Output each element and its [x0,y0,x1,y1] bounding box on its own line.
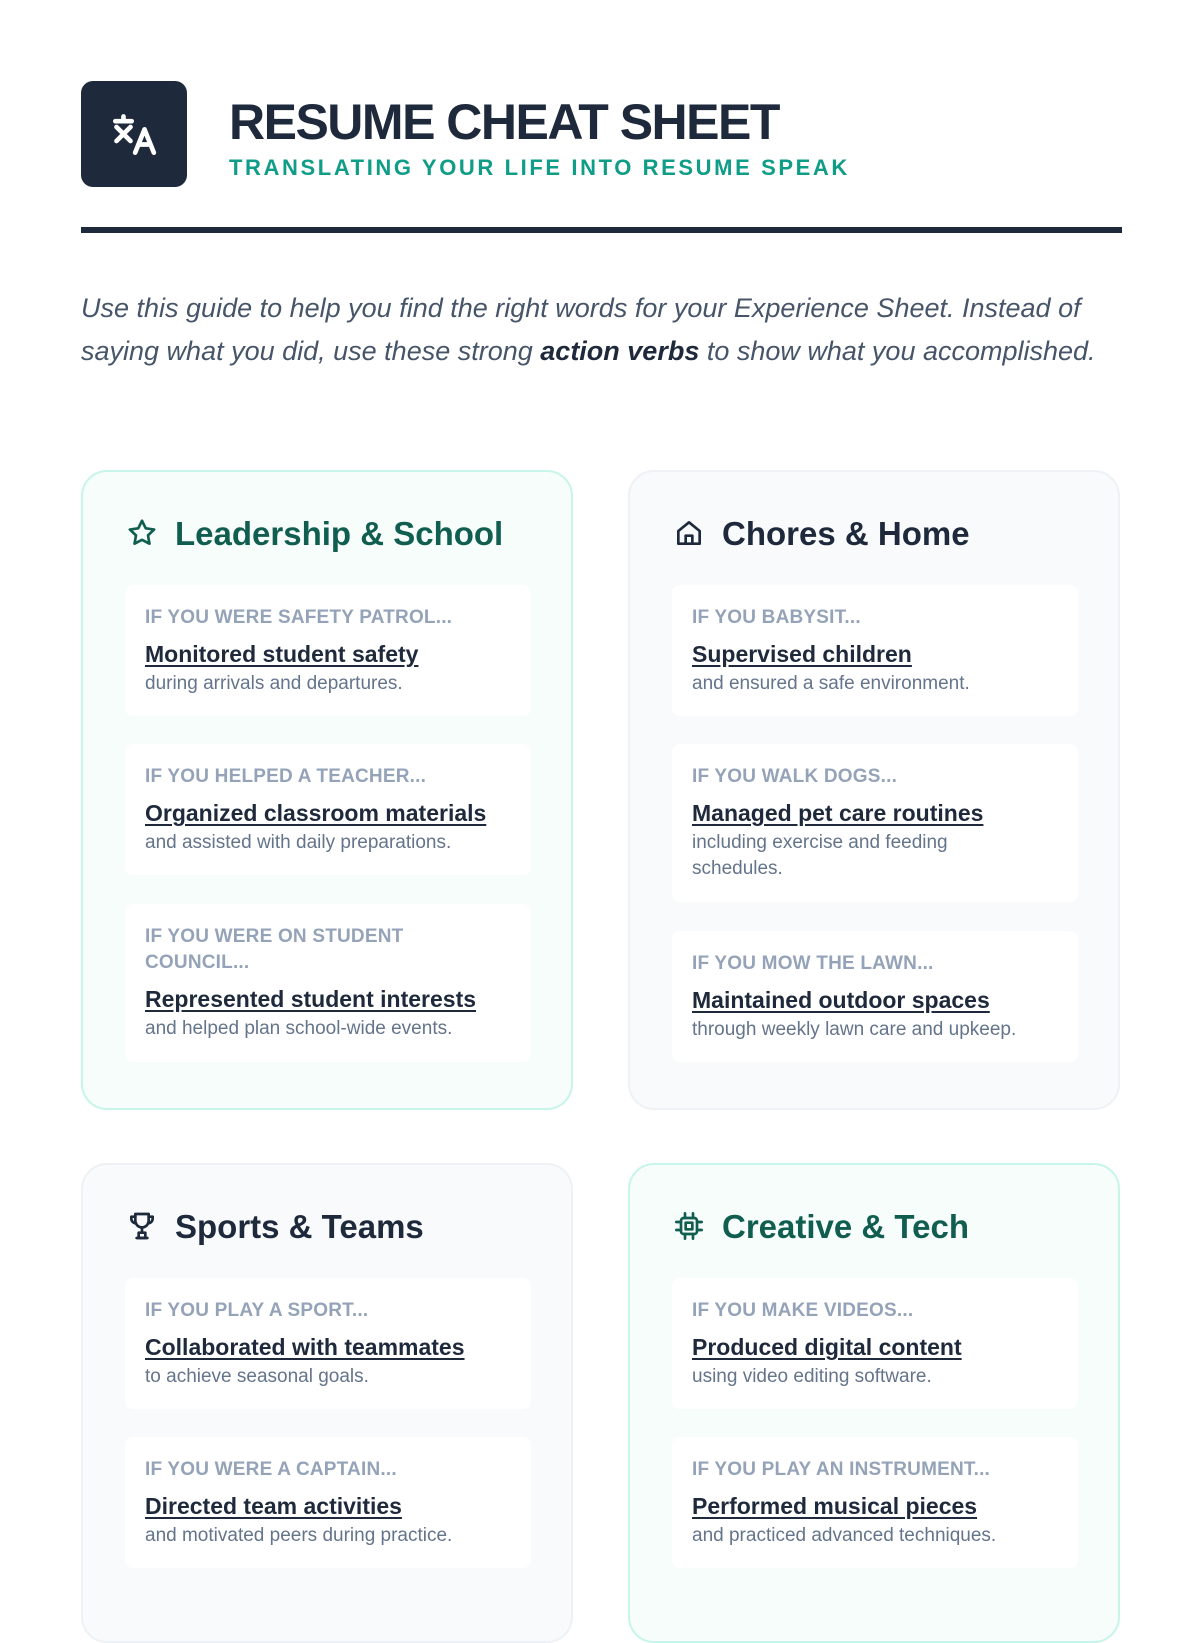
category-header [672,516,970,550]
translation-item [672,931,1078,1062]
verb-description: using video editing software. [692,1366,932,1387]
verb-description: and helped plan school-wide events. [145,1018,453,1039]
intro-paragraph [81,287,1131,373]
context-label: IF YOU WERE SAFETY PATROL... [145,607,453,628]
intro-text-part1: Use this guide to help you find the right words for your Experience Sheet. Instead of saying what you did, use these strong [81,293,1081,366]
context-label: IF YOU BABYSIT... [692,607,861,628]
context-label: IF YOU WALK DOGS... [692,766,898,787]
verb-description: including exercise and feeding schedules. [692,832,948,879]
page-subtitle: TRANSLATING YOUR LIFE INTO RESUME SPEAK [229,155,850,180]
context-label: IF YOU MAKE VIDEOS... [692,1300,914,1321]
page-header [81,81,850,187]
category-title: Leadership & School [175,514,504,552]
category-header [672,1209,969,1243]
category-card-chores [628,470,1120,1110]
action-verb: Performed musical pieces [692,1493,978,1519]
translation-item [125,744,531,875]
category-card-creative [628,1163,1120,1643]
translation-item [672,1278,1078,1409]
verb-description: and ensured a safe environment. [692,673,970,694]
intro-emphasis: action verbs [540,336,700,366]
home-icon [672,516,706,550]
action-verb: Supervised children [692,641,912,667]
translation-item [125,1437,531,1568]
translation-item [672,1437,1078,1568]
header-divider [81,227,1122,233]
translate-icon [81,81,187,187]
context-label: IF YOU WERE A CAPTAIN... [145,1459,397,1480]
translation-item [672,585,1078,716]
verb-description: and motivated peers during practice. [145,1525,453,1546]
action-verb: Organized classroom materials [145,800,487,826]
category-title: Creative & Tech [722,1207,969,1245]
translation-item [125,585,531,716]
context-label: IF YOU HELPED A TEACHER... [145,766,427,787]
page-title: RESUME CHEAT SHEET [229,94,779,150]
verb-description: during arrivals and departures. [145,673,403,694]
action-verb: Produced digital content [692,1334,962,1360]
category-card-sports [81,1163,573,1643]
action-verb: Represented student interests [145,986,477,1012]
category-header [125,516,503,550]
category-header [125,1209,424,1243]
action-verb: Monitored student safety [145,641,419,667]
verb-description: through weekly lawn care and upkeep. [692,1019,1017,1040]
action-verb: Directed team activities [145,1493,402,1519]
header-titles [229,89,850,179]
trophy-icon [125,1209,159,1243]
intro-text-part2: to show what you accomplished. [699,336,1096,366]
context-label: IF YOU MOW THE LAWN... [692,953,934,974]
verb-description: and assisted with daily preparations. [145,832,452,853]
translation-item [125,1278,531,1409]
cpu-chip-icon [672,1209,706,1243]
translation-item [672,744,1078,902]
star-icon [125,516,159,550]
context-label: IF YOU WERE ON STUDENT COUNCIL... [145,926,404,973]
action-verb: Managed pet care routines [692,800,984,826]
category-title: Chores & Home [722,514,970,552]
action-verb: Maintained outdoor spaces [692,987,990,1013]
context-label: IF YOU PLAY A SPORT... [145,1300,369,1321]
action-verb: Collaborated with teammates [145,1334,465,1360]
category-title: Sports & Teams [175,1207,424,1245]
context-label: IF YOU PLAY AN INSTRUMENT... [692,1459,991,1480]
translation-item [125,904,531,1062]
category-card-leadership [81,470,573,1110]
verb-description: to achieve seasonal goals. [145,1366,369,1387]
verb-description: and practiced advanced techniques. [692,1525,997,1546]
